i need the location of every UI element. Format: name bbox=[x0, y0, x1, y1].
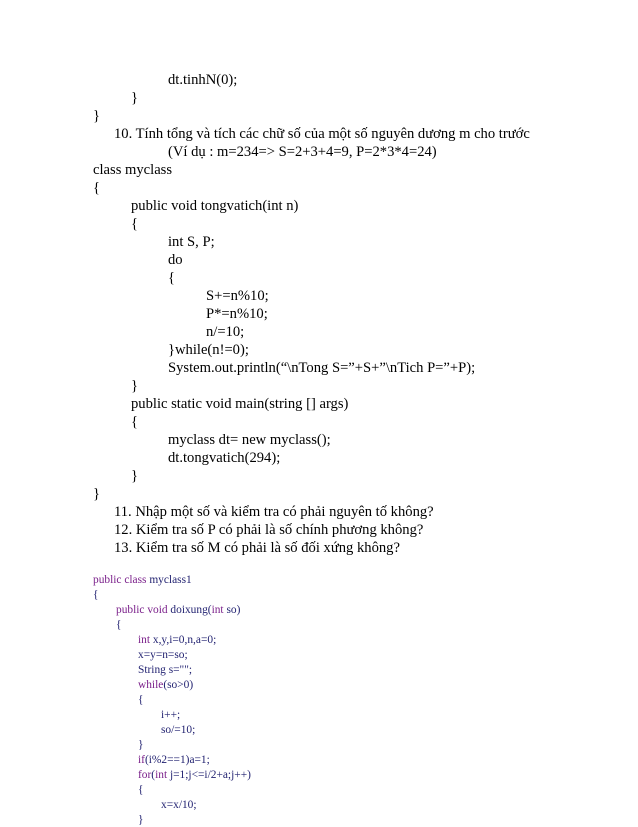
text-line: } bbox=[93, 486, 101, 502]
code-text: } bbox=[138, 814, 144, 826]
code-line bbox=[138, 784, 143, 797]
text-line: { bbox=[93, 180, 101, 196]
code-line bbox=[138, 634, 216, 647]
code-keyword: if bbox=[138, 754, 145, 766]
code-line bbox=[93, 589, 98, 602]
code-text: myclass1 bbox=[149, 574, 192, 586]
text-line: { bbox=[131, 414, 139, 430]
code-text: j=1;j<=i/2+a;j++) bbox=[169, 769, 251, 781]
text-line: } bbox=[93, 108, 101, 124]
code-keyword: int bbox=[138, 634, 153, 646]
text-line: int S, P; bbox=[168, 234, 215, 250]
code-line bbox=[116, 619, 121, 632]
code-text: x=y=n=so; bbox=[138, 649, 188, 661]
code-text: (so>0) bbox=[163, 679, 194, 691]
code-line bbox=[138, 769, 251, 782]
text-line: } bbox=[131, 378, 139, 394]
code-text: { bbox=[138, 694, 144, 706]
text-line: do bbox=[168, 252, 183, 268]
text-line: public static void main(string [] args) bbox=[131, 396, 349, 412]
code-line bbox=[93, 574, 192, 587]
text-line: }while(n!=0); bbox=[168, 342, 249, 358]
code-text: { bbox=[93, 589, 99, 601]
code-text: doixung( bbox=[170, 604, 212, 616]
code-text: so) bbox=[226, 604, 241, 616]
text-line: 10. Tính tổng và tích các chữ số của một số nguyên dương m cho trước bbox=[114, 126, 530, 142]
text-line: { bbox=[131, 216, 139, 232]
text-line: P*=n%10; bbox=[206, 306, 268, 322]
code-line bbox=[138, 679, 193, 692]
code-line bbox=[138, 754, 210, 767]
text-line: dt.tinhN(0); bbox=[168, 72, 238, 88]
code-keyword: public class bbox=[93, 574, 150, 586]
code-keyword: public void bbox=[116, 604, 171, 616]
code-text: { bbox=[116, 619, 122, 631]
code-text: { bbox=[138, 784, 144, 796]
code-text: String s=""; bbox=[138, 664, 193, 676]
code-text: so/=10; bbox=[161, 724, 196, 736]
code-keyword: int bbox=[155, 769, 170, 781]
code-line bbox=[138, 814, 143, 827]
text-line: n/=10; bbox=[206, 324, 245, 340]
text-line: myclass dt= new myclass(); bbox=[168, 432, 331, 448]
code-text: } bbox=[138, 739, 144, 751]
code-keyword: while bbox=[138, 679, 164, 691]
code-text: ( bbox=[151, 769, 156, 781]
text-line: 11. Nhập một số và kiểm tra có phải nguyên tố không? bbox=[114, 504, 434, 520]
code-line bbox=[161, 799, 197, 812]
code-text: i++; bbox=[161, 709, 181, 721]
text-line: 13. Kiểm tra số M có phải là số đối xứng không? bbox=[114, 540, 400, 556]
text-line: } bbox=[131, 468, 139, 484]
code-text: x=x/10; bbox=[161, 799, 197, 811]
code-keyword: for bbox=[138, 769, 152, 781]
code-text: (i%2==1)a=1; bbox=[144, 754, 210, 766]
text-line: dt.tongvatich(294); bbox=[168, 450, 281, 466]
code-line bbox=[161, 709, 180, 722]
text-line: 12. Kiểm tra số P có phải là số chính phương không? bbox=[114, 522, 424, 538]
code-line bbox=[116, 604, 240, 617]
code-line bbox=[138, 649, 188, 662]
text-line: S+=n%10; bbox=[206, 288, 269, 304]
code-keyword: int bbox=[211, 604, 227, 616]
text-line: (Ví dụ : m=234=> S=2+3+4=9, P=2*3*4=24) bbox=[168, 144, 437, 160]
code-line bbox=[138, 739, 143, 752]
text-line: System.out.println(“\nTong S=”+S+”\nTich P=”+P); bbox=[168, 360, 476, 376]
code-line bbox=[138, 694, 143, 707]
text-line: } bbox=[131, 90, 139, 106]
text-line: class myclass bbox=[93, 162, 173, 178]
code-line bbox=[138, 664, 192, 677]
code-text: x,y,i=0,n,a=0; bbox=[152, 634, 217, 646]
code-line bbox=[161, 724, 195, 737]
text-line: public void tongvatich(int n) bbox=[131, 198, 299, 214]
text-line: { bbox=[168, 270, 176, 286]
